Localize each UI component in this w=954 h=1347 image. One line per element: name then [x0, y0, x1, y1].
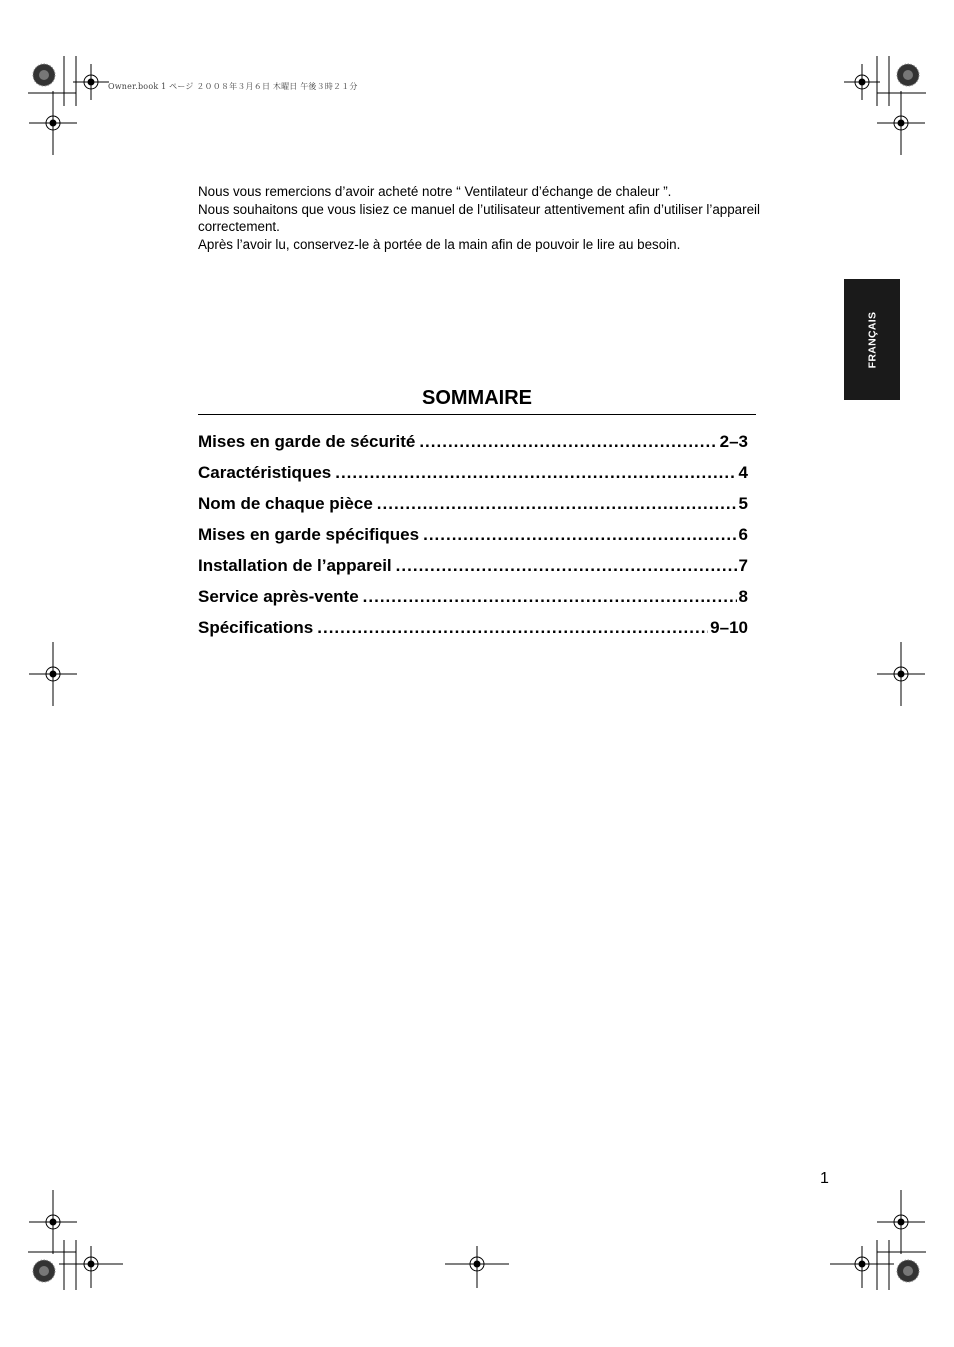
toc-entry-page: 6	[738, 525, 748, 544]
print-info-header: Owner.book 1 ページ ２００８年３月６日 木曜日 午後３時２１分	[108, 82, 358, 91]
toc-entry[interactable]	[198, 618, 748, 649]
toc-entry-title: Installation de l’appareil	[198, 556, 392, 575]
toc-entry-title: Spécifications	[198, 618, 314, 637]
toc-entry[interactable]	[198, 587, 748, 618]
intro-line: Nous souhaitons que vous lisiez ce manuel de l’utilisateur attentivement afin d’utiliser l’appareil correctement.	[198, 201, 760, 234]
intro-line: Nous vous remercions d’avoir acheté notre “ Ventilateur d’échange de chaleur ”.	[198, 184, 672, 199]
toc-entry-page: 8	[738, 587, 748, 606]
table-of-contents	[198, 432, 748, 649]
toc-entry-page: 7	[738, 556, 748, 575]
toc-entry[interactable]	[198, 525, 748, 556]
intro-line: Après l’avoir lu, conservez-le à portée de la main afin de pouvoir le lire au besoin.	[198, 236, 681, 252]
toc-leader-dots	[423, 525, 736, 545]
toc-entry-page: 9–10	[710, 618, 748, 637]
toc-entry-title: Mises en garde de sécurité	[198, 432, 416, 451]
toc-entry-title: Mises en garde spécifiques	[198, 525, 420, 544]
toc-entry[interactable]	[198, 463, 748, 494]
toc-entry[interactable]	[198, 556, 748, 587]
toc-leader-dots	[396, 556, 737, 576]
toc-leader-dots	[419, 432, 717, 452]
toc-entry-title: Caractéristiques	[198, 463, 332, 482]
toc-entry-page: 2–3	[719, 432, 748, 451]
toc-entry-title: Service après-vente	[198, 587, 359, 606]
page-number: 1	[820, 1170, 829, 1187]
toc-entry-title: Nom de chaque pièce	[198, 494, 373, 513]
language-tab	[844, 279, 900, 400]
intro-text	[198, 183, 828, 253]
toc-entry-page: 5	[738, 494, 748, 513]
toc-entry-page: 4	[738, 463, 748, 482]
toc-leader-dots	[335, 463, 736, 483]
language-tab-label: FRANÇAIS	[866, 311, 878, 368]
toc-entry[interactable]	[198, 494, 748, 525]
toc-divider	[198, 414, 756, 415]
toc-entry[interactable]	[198, 432, 748, 463]
toc-leader-dots	[377, 494, 737, 514]
toc-title: SOMMAIRE	[422, 387, 532, 409]
toc-leader-dots	[363, 587, 737, 607]
toc-leader-dots	[317, 618, 708, 638]
